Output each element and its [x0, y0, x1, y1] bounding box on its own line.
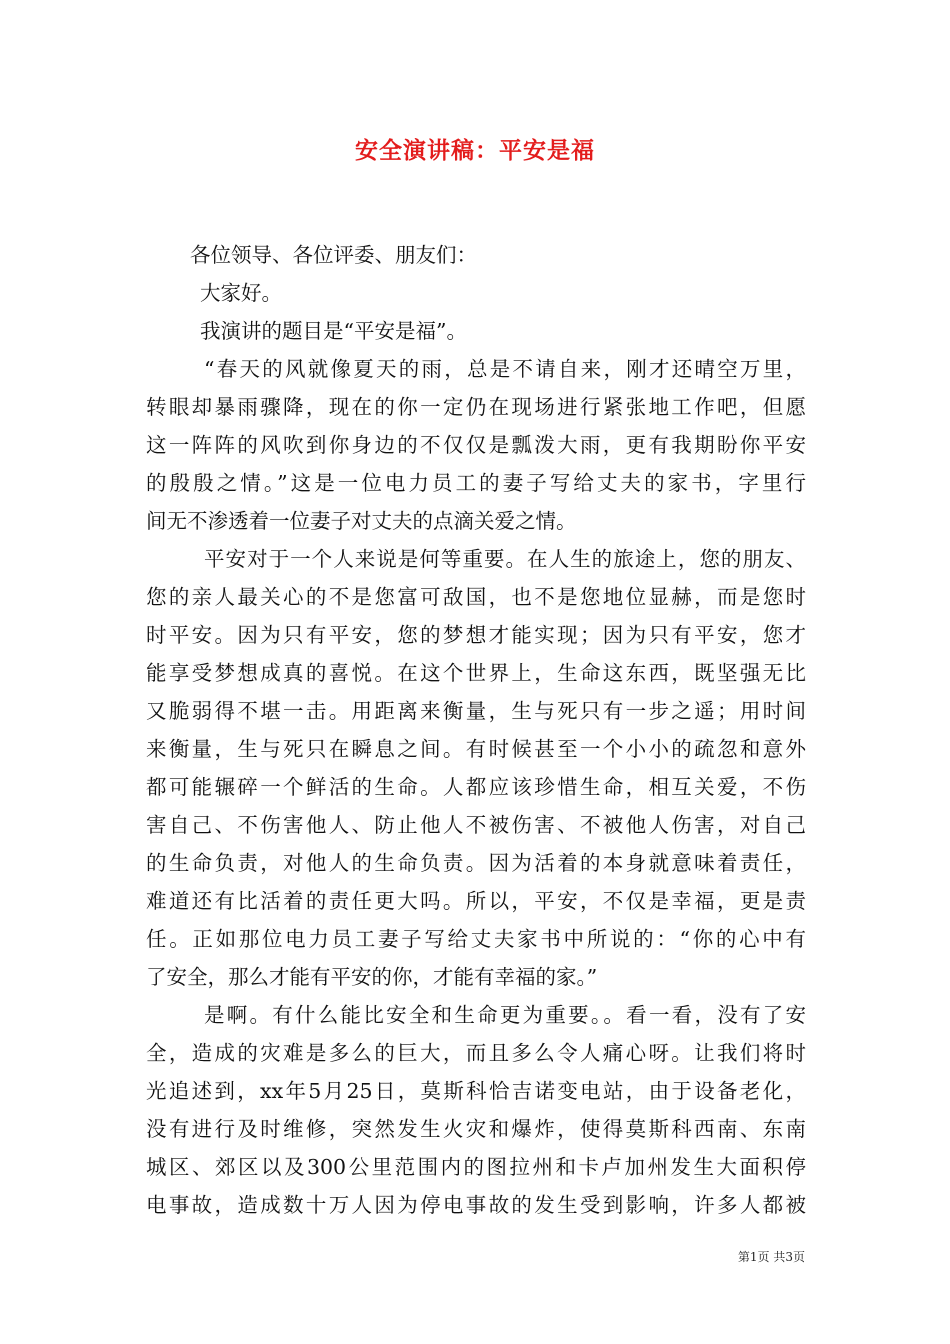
body-line: 间无不渗透着一位妻子对丈夫的点滴关爱之情。 — [146, 509, 577, 533]
body-line: 能享受梦想成真的喜悦。在这个世界上，生命这东西，既坚强无比 — [146, 661, 806, 685]
body-line: 了安全，那么才能有平安的你，才能有幸福的家。” — [146, 965, 598, 989]
body-line: 电事故，造成数十万人因为停电事故的发生受到影响，许多人都被 — [146, 1193, 806, 1217]
body-line: 光追述到，xx年5月25日，莫斯科恰吉诺变电站，由于设备老化， — [146, 1079, 806, 1103]
document-title: 安全演讲稿：平安是福 — [355, 137, 595, 164]
body-line: 的殷殷之情。”这是一位电力员工的妻子写给丈夫的家书，字里行 — [146, 471, 806, 495]
body-line: 是啊。有什么能比安全和生命更为重要。。看一看，没有了安 — [204, 1003, 806, 1027]
body-line: 平安对于一个人来说是何等重要。在人生的旅途上，您的朋友、 — [204, 547, 806, 571]
document-body — [146, 236, 806, 1224]
body-line: 害自己、不伤害他人、防止他人不被伤害、不被他人伤害，对自己 — [146, 813, 806, 837]
body-line: 又脆弱得不堪一击。用距离来衡量，生与死只有一步之遥；用时间 — [146, 699, 806, 723]
salutation-line: 各位领导、各位评委、朋友们： — [190, 243, 477, 267]
body-line: 时平安。因为只有平安，您的梦想才能实现；因为只有平安，您才 — [146, 623, 806, 647]
body-line: 没有进行及时维修，突然发生火灾和爆炸，使得莫斯科西南、东南 — [146, 1117, 806, 1141]
body-line: “春天的风就像夏天的雨，总是不请自来，刚才还晴空万里， — [204, 357, 806, 381]
body-line: 都可能辗碎一个鲜活的生命。人都应该珍惜生命，相互关爱，不伤 — [146, 775, 806, 799]
body-line: 大家好。 — [200, 281, 282, 305]
body-line: 您的亲人最关心的不是您富可敌国，也不是您地位显赫，而是您时 — [146, 585, 806, 609]
body-line: 全，造成的灾难是多么的巨大，而且多么令人痛心呀。让我们将时 — [146, 1041, 806, 1065]
body-line: 来衡量，生与死只在瞬息之间。有时候甚至一个小小的疏忽和意外 — [146, 737, 806, 761]
body-line: 难道还有比活着的责任更大吗。所以，平安，不仅是幸福，更是责 — [146, 889, 806, 913]
body-line: 的生命负责，对他人的生命负责。因为活着的本身就意味着责任， — [146, 851, 806, 875]
body-line: 这一阵阵的风吹到你身边的不仅仅是瓢泼大雨，更有我期盼你平安 — [146, 433, 806, 457]
body-line: 任。正如那位电力员工妻子写给丈夫家书中所说的：“你的心中有 — [146, 927, 806, 951]
page-number-footer: 第1页 共3页 — [737, 1250, 805, 1264]
body-line: 城区、郊区以及300公里范围内的图拉州和卡卢加州发生大面积停 — [146, 1155, 806, 1179]
body-line: 转眼却暴雨骤降，现在的你一定仍在现场进行紧张地工作吧，但愿 — [146, 395, 806, 419]
body-line: 我演讲的题目是“平安是福”。 — [200, 319, 467, 343]
